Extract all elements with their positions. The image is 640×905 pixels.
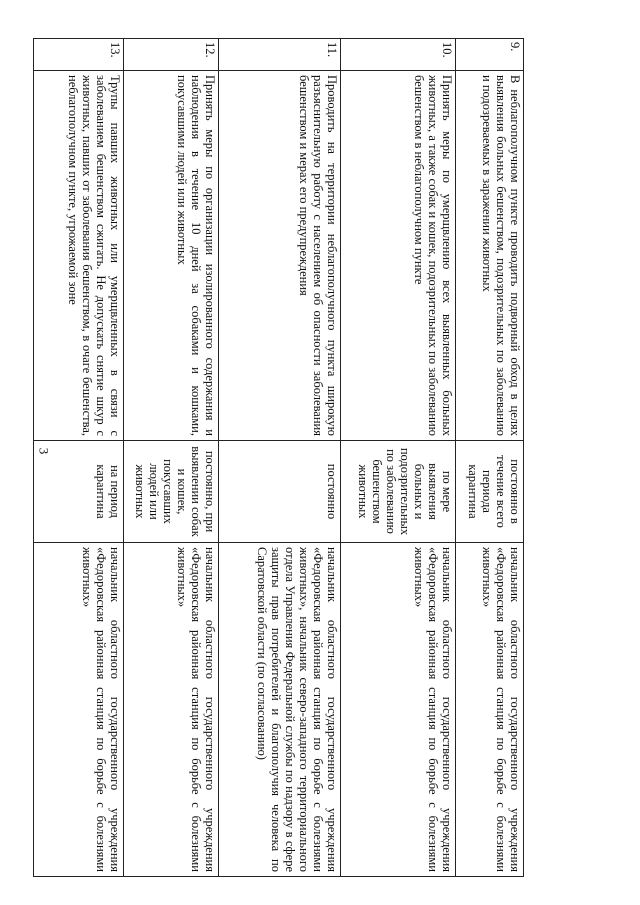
measure-text: Принять меры по умерщвлению всех выявленных больных животных, а также собак и кошек, подозрительных по заболеванию бешенством в неблагополучном пункте bbox=[341, 71, 456, 441]
table-row bbox=[219, 39, 341, 877]
responsible-text: начальник областного государственного учреждения «Федоровская районная станция по борьбе с болезнями животных» bbox=[34, 543, 124, 877]
term-text: постоянно bbox=[219, 441, 341, 543]
responsible-text: начальник областного государственного учреждения «Федоровская районная станция по борьбе с болезнями животных», начальник северо-западного территориального отдела Управления Федеральной службы по надзору в сфере защиты прав потребителей и благополучия человека по Саратовской области (по согласованию) bbox=[219, 543, 341, 877]
table-row bbox=[456, 39, 524, 877]
measure-text: В неблагополучном пункте проводить подворный обход в целях выявления больных бешенством, подозрительных по заболеванию и подозреваемых в заражении животных bbox=[456, 71, 524, 441]
page-number: 3 bbox=[36, 447, 52, 455]
table-row bbox=[341, 39, 456, 877]
measures-table bbox=[33, 38, 524, 877]
table-row bbox=[124, 39, 219, 877]
measure-text: Трупы павших животных или умерщвленных в связи с заболеванием бешенством сжигать. Не допускать снятие шкур с животных, павших от заболевания бешенством, в очаге бешенства, неблагополучном пункте, угрожаемой зоне bbox=[34, 71, 124, 441]
row-number: 11. bbox=[219, 39, 341, 71]
term-text: постоянно, при выявлении собак и кошек, покусавших людей или животных bbox=[124, 441, 219, 543]
responsible-text: начальник областного государственного учреждения «Федоровская районная станция по борьбе с болезнями животных» bbox=[124, 543, 219, 877]
responsible-text: начальник областного государственного учреждения «Федоровская районная станция по борьбе с болезнями животных» bbox=[341, 543, 456, 877]
table-row bbox=[34, 39, 124, 877]
term-text: по мере выявления больных и подозрительных по заболеванию бешенством животных bbox=[341, 441, 456, 543]
responsible-text: начальник областного государственного учреждения «Федоровская районная станция по борьбе с болезнями животных» bbox=[456, 543, 524, 877]
measure-text: Проводить на территории неблагополучного пункта широкую разъяснительную работу с населением об опасности заболевания бешенством и мерах его предупреждения bbox=[219, 71, 341, 441]
term-text: на период карантина bbox=[34, 441, 124, 543]
measure-text: Принять меры по организации изолированного содержания и наблюдения в течение 10 дней за собаками и кошками, покусавшими людей или животных bbox=[124, 71, 219, 441]
row-number: 13. bbox=[34, 39, 124, 71]
term-text: постоянно в течение всего периода карантина bbox=[456, 441, 524, 543]
table-container bbox=[66, 38, 524, 876]
row-number: 10. bbox=[341, 39, 456, 71]
row-number: 9. bbox=[456, 39, 524, 71]
row-number: 12. bbox=[124, 39, 219, 71]
